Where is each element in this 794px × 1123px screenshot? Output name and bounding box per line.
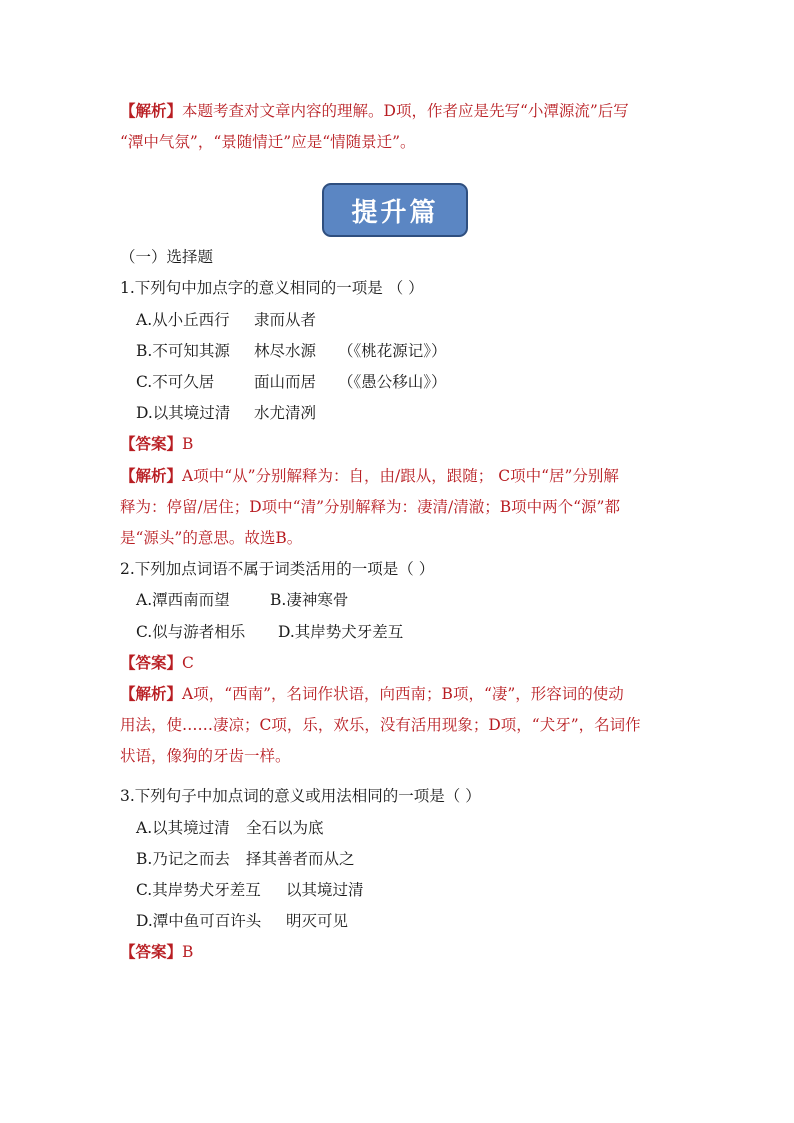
analysis-tag: 【解析】 (120, 684, 183, 703)
section-heading: （一）选择题 (120, 248, 214, 266)
answer-tag: 【答案】 (120, 434, 183, 453)
option-c-text: C.其岸势犬牙差互 (136, 881, 261, 899)
question-1-option-d (136, 403, 316, 423)
analysis-tag: 【解析】 (120, 101, 183, 120)
option-c-word: 面山而居 (254, 373, 317, 391)
question-2-analysis-line-2: 用法，使……凄凉；C项，乐，欢乐，没有活用现象；D项，“犬牙”，名词作 (120, 716, 641, 734)
option-b-text: B.不可知其源 (136, 342, 230, 360)
question-1-option-a (136, 310, 316, 330)
intro-analysis-line-2: “潭中气氛”，“景随情迁”应是“情随景迁”。 (120, 133, 416, 151)
option-b-text: B.乃记之而去 (136, 850, 230, 868)
option-a-word: 隶而从者 (254, 311, 317, 329)
option-d-word: 水尤清冽 (254, 404, 317, 422)
option-d-text: D.以其境过清 (136, 404, 231, 422)
question-2-analysis-line-3: 状语，像狗的牙齿一样。 (120, 747, 291, 765)
answer-tag: 【答案】 (120, 942, 183, 961)
question-2-options-row-2 (136, 622, 403, 642)
option-d-word: 明灭可见 (286, 912, 349, 930)
analysis-text: 本题考查对文章内容的理解。D项，作者应是先写“小潭源流”后写 (182, 102, 629, 120)
option-c-text: C.似与游者相乐 (136, 623, 246, 641)
option-c-text: C.不可久居 (136, 373, 215, 391)
question-3-answer (120, 942, 193, 962)
question-2-answer (120, 653, 194, 673)
question-3-option-b (136, 849, 355, 869)
question-1-stem: 1.下列句中加点字的意义相同的一项是 （ ） (120, 279, 424, 297)
option-d-text: D.潭中鱼可百许头 (136, 912, 262, 930)
answer-value: B (182, 435, 194, 453)
intro-analysis-line-1 (120, 101, 629, 121)
option-a-text: A.从小丘西行 (136, 311, 230, 329)
question-3-option-d (136, 911, 348, 931)
question-1-analysis-line-3: 是“源头”的意思。故选B。 (120, 529, 303, 547)
option-d-text: D.其岸势犬牙差互 (278, 623, 404, 641)
question-3-option-a (136, 818, 324, 838)
answer-value: B (182, 943, 194, 961)
question-1-analysis-line-2: 释为：停留/居住；D项中“清”分别解释为：凄清/清澈；B项中两个“源”都 (120, 498, 620, 516)
option-a-word: 全石以为底 (246, 819, 324, 837)
option-c-source: （《愚公移山》） (338, 373, 447, 391)
option-b-word: 择其善者而从之 (246, 850, 355, 868)
question-2-analysis-line-1 (120, 684, 624, 704)
question-3-option-c (136, 880, 364, 900)
section-title: 提升篇 (322, 183, 468, 237)
option-a-text: A.以其境过清 (136, 819, 230, 837)
question-1-analysis-line-1 (120, 466, 619, 486)
question-1-option-b (136, 341, 447, 361)
analysis-text: A项，“西南”，名词作状语，向西南；B项，“凄”，形容词的使动 (182, 685, 624, 703)
question-3-stem: 3.下列句子中加点词的意义或用法相同的一项是（ ） (120, 787, 481, 805)
question-2-stem: 2.下列加点词语不属于词类活用的一项是（ ） (120, 560, 435, 578)
analysis-text: A项中“从”分别解释为：自，由/跟从，跟随； C项中“居”分别解 (182, 467, 619, 485)
option-b-word: 林尽水源 (254, 342, 317, 360)
question-2-options-row-1 (136, 590, 348, 610)
question-1-answer (120, 434, 193, 454)
option-b-text: B.凄神寒骨 (270, 591, 349, 609)
answer-value: C (182, 654, 194, 672)
answer-tag: 【答案】 (120, 653, 183, 672)
question-1-option-c (136, 372, 447, 392)
option-a-text: A.潭西南而望 (136, 591, 230, 609)
option-c-word: 以其境过清 (286, 881, 364, 899)
option-b-source: （《桃花源记》） (338, 342, 447, 360)
analysis-tag: 【解析】 (120, 466, 183, 485)
